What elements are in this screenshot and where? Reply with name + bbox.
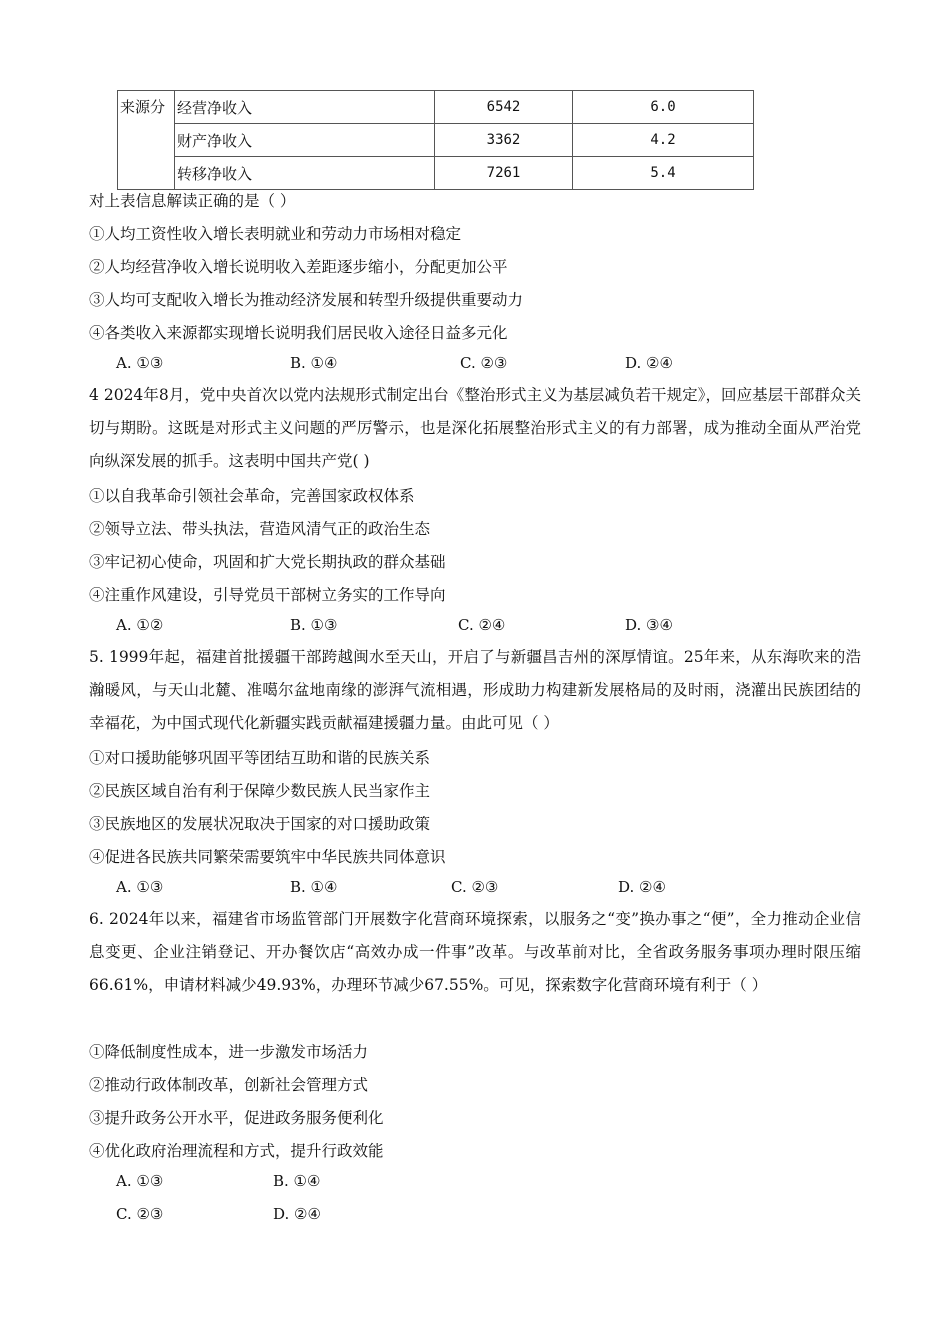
q3-option-a[interactable]: A. ①③ [116, 354, 164, 372]
q6-option-a[interactable]: A. ①③ [116, 1172, 164, 1190]
q5-statement-4: ④促进各民族共同繁荣需要筑牢中华民族共同体意识 [89, 848, 446, 866]
value-cell: 3362 [435, 124, 573, 157]
income-table [117, 90, 754, 190]
value-cell: 7261 [435, 157, 573, 190]
q4-option-a[interactable]: A. ①② [116, 616, 164, 634]
q6-statement-4: ④优化政府治理流程和方式，提升行政效能 [89, 1142, 384, 1160]
q4-option-d[interactable]: D. ③④ [625, 616, 673, 634]
q3-statement-1: ①人均工资性收入增长表明就业和劳动力市场相对稳定 [89, 225, 462, 243]
q6-option-d[interactable]: D. ②④ [273, 1205, 321, 1223]
q4-statement-4: ④注重作风建设，引导党员干部树立务实的工作导向 [89, 586, 446, 604]
q5-statement-1: ①对口援助能够巩固平等团结互助和谐的民族关系 [89, 749, 431, 767]
rate-cell: 5.4 [573, 157, 754, 190]
source-label-cell: 来源分 [118, 91, 175, 190]
item-cell: 财产净收入 [175, 124, 435, 157]
q3-stem: 对上表信息解读正确的是（ ） [89, 192, 296, 210]
table-row [118, 157, 754, 190]
q6-statement-1: ①降低制度性成本，进一步激发市场活力 [89, 1043, 369, 1061]
q4-stem: 4 2024年8月，党中央首次以党内法规形式制定出台《整治形式主义为基层减负若干规定》，回应基层干部群众关切与期盼。这既是对形式主义问题的严厉警示，也是深化拓展整治形式主义的有力部署，成为推动全面从严治党向纵深发展的抓手。这表明中国共产党( ) [89, 386, 861, 470]
q3-option-b[interactable]: B. ①④ [290, 354, 338, 372]
q5-option-b[interactable]: B. ①④ [290, 878, 338, 896]
q6-stem: 6. 2024年以来，福建省市场监管部门开展数字化营商环境探索，以服务之“变”换办事之“便”，全力推动企业信息变更、企业注销登记、开办餐饮店“高效办成一件事”改革。与改革前对比，全省政务服务事项办理时限压缩66.61%，申请材料减少49.93%，办理环节减少67.55%。可见，探索数字化营商环境有利于（ ） [89, 910, 861, 994]
rate-cell: 6.0 [573, 91, 754, 124]
q5-option-a[interactable]: A. ①③ [116, 878, 164, 896]
q6-option-c[interactable]: C. ②③ [116, 1205, 164, 1223]
q6-option-b[interactable]: B. ①④ [273, 1172, 321, 1190]
q4-statement-3: ③牢记初心使命，巩固和扩大党长期执政的群众基础 [89, 553, 446, 571]
q6-statement-3: ③提升政务公开水平，促进政务服务便利化 [89, 1109, 384, 1127]
q4-option-b[interactable]: B. ①③ [290, 616, 338, 634]
item-cell: 经营净收入 [175, 91, 435, 124]
q4-statement-1: ①以自我革命引领社会革命，完善国家政权体系 [89, 487, 415, 505]
table-row [118, 91, 754, 124]
table-row [118, 124, 754, 157]
value-cell: 6542 [435, 91, 573, 124]
q6-statement-2: ②推动行政体制改革，创新社会管理方式 [89, 1076, 369, 1094]
q5-statement-3: ③民族地区的发展状况取决于国家的对口援助政策 [89, 815, 431, 833]
q3-statement-4: ④各类收入来源都实现增长说明我们居民收入途径日益多元化 [89, 324, 508, 342]
rate-cell: 4.2 [573, 124, 754, 157]
item-cell: 转移净收入 [175, 157, 435, 190]
q5-stem: 5. 1999年起，福建首批援疆干部跨越闽水至天山，开启了与新疆昌吉州的深厚情谊。25年来，从东海吹来的浩瀚暖风，与天山北麓、准噶尔盆地南缘的澎湃气流相遇，形成助力构建新发展格局的及时雨，浇灌出民族团结的幸福花，为中国式现代化新疆实践贡献福建援疆力量。由此可见（ ） [89, 648, 861, 732]
q5-option-c[interactable]: C. ②③ [451, 878, 499, 896]
q3-statement-3: ③人均可支配收入增长为推动经济发展和转型升级提供重要动力 [89, 291, 524, 309]
q4-statement-2: ②领导立法、带头执法，营造风清气正的政治生态 [89, 520, 431, 538]
q4-option-c[interactable]: C. ②④ [458, 616, 506, 634]
q3-option-d[interactable]: D. ②④ [625, 354, 673, 372]
q3-statement-2: ②人均经营净收入增长说明收入差距逐步缩小，分配更加公平 [89, 258, 508, 276]
q3-option-c[interactable]: C. ②③ [460, 354, 508, 372]
q5-option-d[interactable]: D. ②④ [618, 878, 666, 896]
q5-statement-2: ②民族区域自治有利于保障少数民族人民当家作主 [89, 782, 431, 800]
